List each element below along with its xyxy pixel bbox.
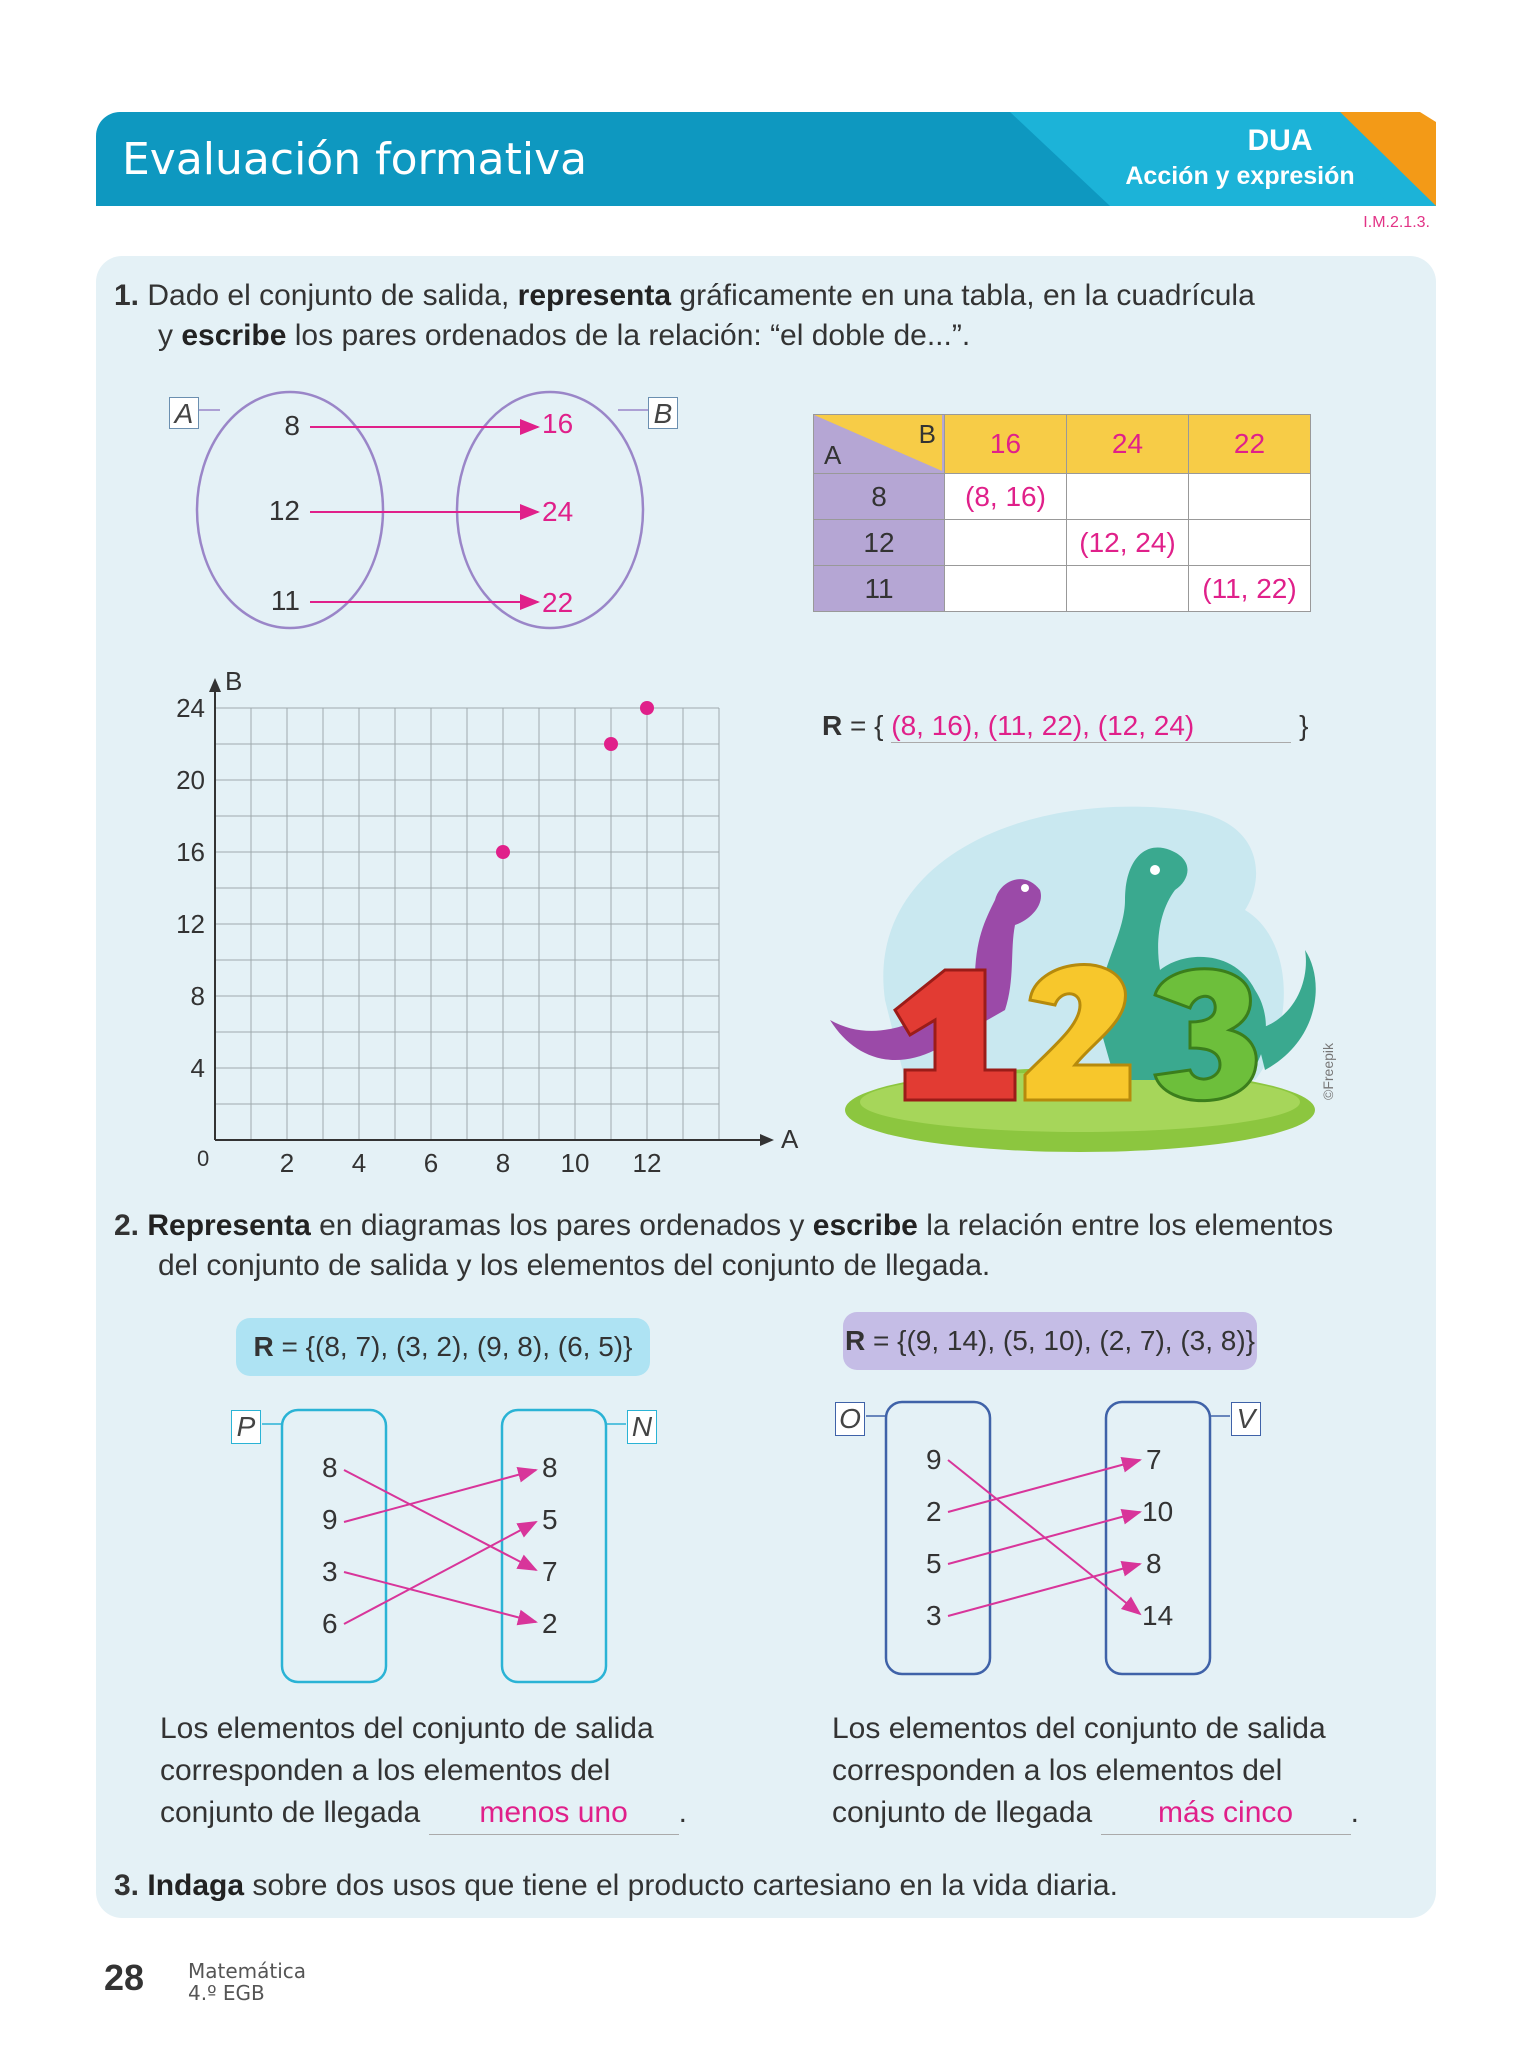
answer-blank: más cinco — [1101, 1792, 1351, 1835]
footer-subject — [188, 1960, 306, 2004]
set-element: 8 — [1146, 1548, 1162, 1579]
relation-pill-right — [843, 1312, 1257, 1370]
period: . — [678, 1796, 687, 1829]
page-number: 28 — [104, 1957, 145, 1998]
set-element: 8 — [322, 1452, 338, 1483]
grade-level: 4.º EGB — [188, 1981, 265, 2005]
y-tick-label: 12 — [176, 909, 205, 939]
table-cell — [1189, 474, 1311, 520]
y-tick-label: 16 — [176, 837, 205, 867]
x-tick-label: 12 — [632, 1148, 662, 1178]
y-tick-label: 24 — [176, 693, 205, 723]
table-row — [814, 566, 1311, 612]
q1-text: Dado el conjunto de salida, — [147, 279, 510, 312]
set-element: 8 — [542, 1452, 558, 1483]
corner-b-label: B — [918, 419, 936, 449]
x-axis-label: A — [781, 1124, 799, 1154]
answer-blank: menos uno — [429, 1792, 679, 1835]
set-element: 14 — [1142, 1600, 1174, 1631]
question-1 — [114, 276, 1354, 356]
sentence-line: Los elementos del conjunto de salida — [160, 1712, 654, 1745]
table-cell — [1067, 474, 1189, 520]
arrow-diagram-left — [226, 1400, 646, 1690]
dinosaurs-123-illustration — [825, 780, 1335, 1160]
set-element: 3 — [926, 1600, 942, 1631]
set-o-label: O — [835, 1402, 865, 1436]
set-element: 9 — [926, 1444, 942, 1475]
x-axis-arrow — [760, 1134, 774, 1146]
dua-subtitle: Acción y expresión — [1125, 162, 1355, 190]
relation-eq: = { — [850, 710, 884, 741]
q2-text: en diagramas los pares ordenados y — [319, 1209, 805, 1242]
set-p-label: P — [231, 1410, 261, 1444]
set-a-element: 11 — [270, 585, 300, 616]
x-tick-label: 4 — [351, 1148, 367, 1178]
relation-label: R — [253, 1331, 274, 1362]
table-cell: (11, 22) — [1189, 566, 1311, 612]
q2-text: del conjunto de salida y los elementos del conjunto de llegada. — [158, 1249, 991, 1282]
table-cell — [1067, 566, 1189, 612]
y-axis-arrow — [209, 678, 221, 692]
q2-text: la relación entre los elementos — [926, 1209, 1334, 1242]
set-element: 5 — [926, 1548, 942, 1579]
relation-label: R — [822, 710, 843, 741]
sentence-line: conjunto de llegada — [160, 1796, 421, 1829]
subject-name: Matemática — [188, 1959, 307, 1983]
arrow-diagram-right — [830, 1392, 1270, 1682]
set-b-element: 16 — [542, 408, 574, 439]
set-element: 2 — [542, 1608, 558, 1639]
sentence-left — [160, 1708, 720, 1835]
table-cell — [945, 520, 1067, 566]
q2-keyword: Representa — [147, 1209, 311, 1242]
data-point — [640, 701, 654, 715]
x-tick-label: 6 — [423, 1148, 439, 1178]
indicator-code: I.M.2.1.3. — [1363, 214, 1430, 231]
row-label: 11 — [814, 566, 945, 612]
question-2 — [114, 1206, 1354, 1286]
relation-pairs: = {(9, 14), (5, 10), (2, 7), (3, 8)} — [872, 1325, 1256, 1356]
set-b-element: 24 — [542, 496, 574, 527]
question-number: 1. — [114, 279, 140, 312]
y-tick-label: 20 — [176, 765, 205, 795]
table-header: 24 — [1067, 415, 1189, 474]
q3-keyword: Indaga — [147, 1869, 245, 1902]
table-row — [814, 474, 1311, 520]
q1-keyword: representa — [517, 279, 672, 312]
set-element: 5 — [542, 1504, 558, 1535]
relation-line — [822, 710, 1308, 743]
row-label: 12 — [814, 520, 945, 566]
origin-label: 0 — [197, 1146, 210, 1171]
set-a-element: 12 — [268, 495, 300, 526]
question-number: 2. — [114, 1209, 140, 1242]
set-b-label: B — [648, 397, 678, 429]
image-credit: ©Freepik — [1320, 1043, 1336, 1100]
y-tick-label: 8 — [190, 981, 205, 1011]
table-header: 22 — [1189, 415, 1311, 474]
set-element: 2 — [926, 1496, 942, 1527]
relation-pairs: = {(8, 7), (3, 2), (9, 8), (6, 5)} — [281, 1331, 633, 1362]
relation-label: R — [844, 1325, 866, 1356]
table-header: 16 — [945, 415, 1067, 474]
sentence-right — [832, 1708, 1392, 1835]
set-element: 10 — [1142, 1496, 1174, 1527]
q1-text: gráficamente en una tabla, en la cuadrícula — [679, 279, 1255, 312]
q1-text: los pares ordenados de la relación: “el doble de...”. — [294, 319, 971, 352]
set-a-element: 8 — [284, 410, 300, 441]
set-element: 3 — [322, 1556, 338, 1587]
q1-keyword: escribe — [181, 319, 287, 352]
set-element: 7 — [542, 1556, 558, 1587]
q3-text: sobre dos usos que tiene el producto cartesiano en la vida diaria. — [252, 1869, 1118, 1902]
x-tick-label: 8 — [495, 1148, 511, 1178]
relation-pill-left — [236, 1318, 650, 1376]
set-element: 6 — [322, 1608, 338, 1639]
relation-answer: (8, 16), (11, 22), (12, 24) — [891, 710, 1291, 743]
coordinate-grid — [160, 660, 799, 1180]
table-corner — [814, 415, 945, 474]
set-v-label: V — [1231, 1402, 1261, 1436]
sentence-line: conjunto de llegada — [832, 1796, 1093, 1829]
data-point — [496, 845, 510, 859]
period: . — [1350, 1796, 1359, 1829]
sentence-line: Los elementos del conjunto de salida — [832, 1712, 1326, 1745]
table-row — [814, 520, 1311, 566]
set-b-element: 22 — [542, 587, 574, 618]
question-3 — [114, 1866, 1354, 1906]
q2-keyword: escribe — [812, 1209, 918, 1242]
set-element: 7 — [1146, 1444, 1162, 1475]
row-label: 8 — [814, 474, 945, 520]
arrow-diagram-q1 — [160, 385, 680, 635]
table-cell: (8, 16) — [945, 474, 1067, 520]
page-title: Evaluación formativa — [122, 134, 588, 185]
set-n-label: N — [627, 1410, 657, 1444]
dua-title: DUA — [1247, 124, 1313, 157]
sentence-line: corresponden a los elementos del — [160, 1754, 611, 1787]
table-cell: (12, 24) — [1067, 520, 1189, 566]
sentence-line: corresponden a los elementos del — [832, 1754, 1283, 1787]
question-number: 3. — [114, 1869, 140, 1902]
corner-a-label: A — [824, 440, 842, 470]
y-tick-label: 4 — [190, 1053, 205, 1083]
table-cell — [945, 566, 1067, 612]
data-point — [604, 737, 618, 751]
q1-text: y — [158, 319, 173, 352]
set-element: 9 — [322, 1504, 338, 1535]
y-axis-label: B — [225, 666, 243, 696]
set-a-label: A — [169, 397, 199, 429]
table-cell — [1189, 520, 1311, 566]
relation-table — [813, 414, 1311, 612]
x-tick-label: 10 — [560, 1148, 590, 1178]
relation-close: } — [1299, 710, 1309, 741]
x-tick-label: 2 — [279, 1148, 295, 1178]
